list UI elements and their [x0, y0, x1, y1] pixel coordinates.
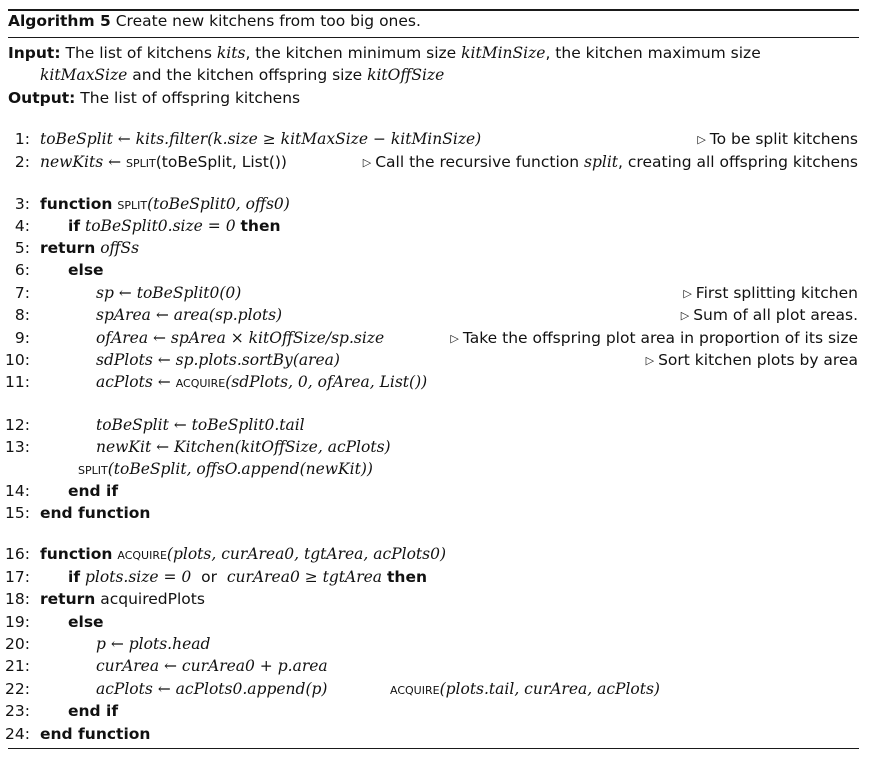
line-number: 3: — [14, 195, 30, 213]
keyword-else: else — [68, 261, 104, 279]
line-code — [40, 545, 446, 563]
line-number: 17: — [5, 568, 30, 586]
line-number: 13: — [5, 438, 30, 456]
input-var-kitminsize: kitMinSize — [461, 44, 546, 62]
line-comment — [683, 284, 858, 302]
line-code — [68, 568, 427, 586]
call-args: (sdPlots, 0, ofArea, List()) — [225, 373, 428, 391]
comment-triangle-icon: ▷ — [680, 309, 690, 322]
line-comment — [697, 130, 858, 148]
line-code: sp ← toBeSplit0(0) — [96, 284, 242, 302]
input-text-1: The list of kitchens — [65, 44, 212, 62]
line-number: 9: — [14, 329, 30, 347]
keyword-then: then — [240, 217, 281, 235]
line-code — [96, 373, 427, 391]
call-acquire: acquire — [175, 373, 226, 391]
input-text-3: , the kitchen maximum size — [545, 44, 761, 62]
keyword-if: if — [68, 568, 81, 586]
keyword-or: or — [201, 568, 217, 586]
line-code — [40, 153, 287, 171]
line-code: acPlots ← acPlots0.append(p) — [96, 680, 328, 698]
comment-triangle-icon: ▷ — [362, 156, 372, 169]
output-text: The list of offspring kitchens — [80, 89, 301, 107]
call-args: (plots.tail, curArea, acPlots) — [439, 680, 660, 698]
input-line-2 — [40, 66, 444, 84]
line-code: spArea ← area(sp.plots) — [96, 306, 283, 324]
line-number: 15: — [5, 504, 30, 522]
comment-text-post: , creating all offspring kitchens — [618, 153, 858, 171]
line-code: curArea ← curArea0 + p.area — [96, 657, 328, 675]
input-var-kitoffsize: kitOffSize — [367, 66, 445, 84]
keyword-return: return — [40, 239, 96, 257]
line-code: newKit ← Kitchen(kitOffSize, acPlots) — [96, 438, 391, 456]
comment-text: First splitting kitchen — [695, 284, 858, 302]
line-code — [78, 460, 373, 478]
comment-triangle-icon: ▷ — [683, 287, 692, 300]
line-comment — [681, 306, 858, 324]
line-code-call — [390, 680, 660, 698]
function-name: split — [117, 195, 148, 213]
return-value: offSs — [100, 239, 140, 257]
comment-text: Sort kitchen plots by area — [658, 351, 858, 369]
condition-2: curArea0 ≥ tgtArea — [226, 568, 383, 586]
comment-math: split — [584, 153, 619, 171]
line-code — [40, 590, 205, 608]
line-number: 5: — [14, 239, 30, 257]
line-comment — [363, 153, 858, 171]
line-number: 19: — [5, 613, 30, 631]
algorithm-title: Create new kitchens from too big ones. — [115, 12, 421, 30]
input-var-kitmaxsize: kitMaxSize — [40, 66, 128, 84]
comment-text: Take the offspring plot area in proportion of its size — [462, 329, 858, 347]
line-number: 12: — [5, 416, 30, 434]
line-code: toBeSplit ← toBeSplit0.tail — [96, 416, 305, 434]
line-number: 1: — [14, 130, 30, 148]
keyword-end-function: end function — [40, 725, 151, 743]
comment-text: To be split kitchens — [709, 130, 858, 148]
caption-rule — [8, 37, 859, 38]
line-code — [68, 217, 281, 235]
line-number: 2: — [14, 153, 30, 171]
line-number: 18: — [5, 590, 30, 608]
input-label: Input: — [8, 44, 61, 62]
line-comment — [450, 329, 858, 347]
keyword-return: return — [40, 590, 96, 608]
algorithm-label: Algorithm 5 — [8, 12, 111, 30]
line-number: 6: — [14, 261, 30, 279]
comment-text: Sum of all plot areas. — [693, 306, 858, 324]
line-number: 4: — [14, 217, 30, 235]
keyword-then: then — [387, 568, 427, 586]
line-number: 22: — [5, 680, 30, 698]
call-split: split — [126, 153, 156, 171]
keyword-function: function — [40, 195, 113, 213]
return-value: acquiredPlots — [100, 590, 205, 608]
function-params: (plots, curArea0, tgtArea, acPlots0) — [166, 545, 447, 563]
keyword-function: function — [40, 545, 113, 563]
line-number: 24: — [5, 725, 30, 743]
condition: toBeSplit0.size = 0 — [85, 217, 236, 235]
condition-1: plots.size = 0 — [85, 568, 192, 586]
line-code: sdPlots ← sp.plots.sortBy(area) — [96, 351, 340, 369]
keyword-if: if — [68, 217, 81, 235]
function-params: (toBeSplit0, offs0) — [147, 195, 290, 213]
line-code — [40, 239, 139, 257]
keyword-end-if: end if — [68, 482, 119, 500]
call-args: (toBeSplit, List()) — [155, 153, 287, 171]
input-line — [8, 44, 761, 62]
bottom-rule — [8, 748, 859, 749]
input-text-2: , the kitchen minimum size — [245, 44, 457, 62]
keyword-end-if: end if — [68, 702, 119, 720]
input-text-4: and the kitchen offspring size — [132, 66, 363, 84]
line-number: 16: — [5, 545, 30, 563]
line-number: 8: — [14, 306, 30, 324]
call-acquire: acquire — [390, 680, 440, 698]
line-code: toBeSplit ← kits.filter(k.size ≥ kitMaxSize − kitMinSize) — [40, 130, 482, 148]
algorithm-caption — [8, 12, 421, 30]
function-name: acquire — [117, 545, 167, 563]
keyword-else: else — [68, 613, 104, 631]
line-comment — [646, 351, 858, 369]
call-split: split — [78, 460, 108, 478]
line-code: p ← plots.head — [96, 635, 211, 653]
line-number: 23: — [5, 702, 30, 720]
output-line — [8, 89, 300, 107]
keyword-end-function: end function — [40, 504, 151, 522]
call-args: (toBeSplit, offsO.append(newKit)) — [107, 460, 373, 478]
line-number: 10: — [5, 351, 30, 369]
line-number: 14: — [5, 482, 30, 500]
line-number: 11: — [5, 373, 30, 391]
comment-text: Call the recursive function — [375, 153, 580, 171]
input-var-kits: kits — [216, 44, 246, 62]
line-code — [40, 195, 290, 213]
code-assign: newKits ← — [40, 153, 122, 171]
code-assign: acPlots ← — [96, 373, 171, 391]
top-rule — [8, 9, 859, 11]
output-label: Output: — [8, 89, 76, 107]
line-number: 7: — [14, 284, 30, 302]
line-code: ofArea ← spArea × kitOffSize/sp.size — [96, 329, 385, 347]
line-number: 21: — [5, 657, 30, 675]
comment-triangle-icon: ▷ — [645, 354, 655, 367]
line-number: 20: — [5, 635, 30, 653]
comment-triangle-icon: ▷ — [450, 332, 459, 345]
comment-triangle-icon: ▷ — [697, 133, 706, 146]
